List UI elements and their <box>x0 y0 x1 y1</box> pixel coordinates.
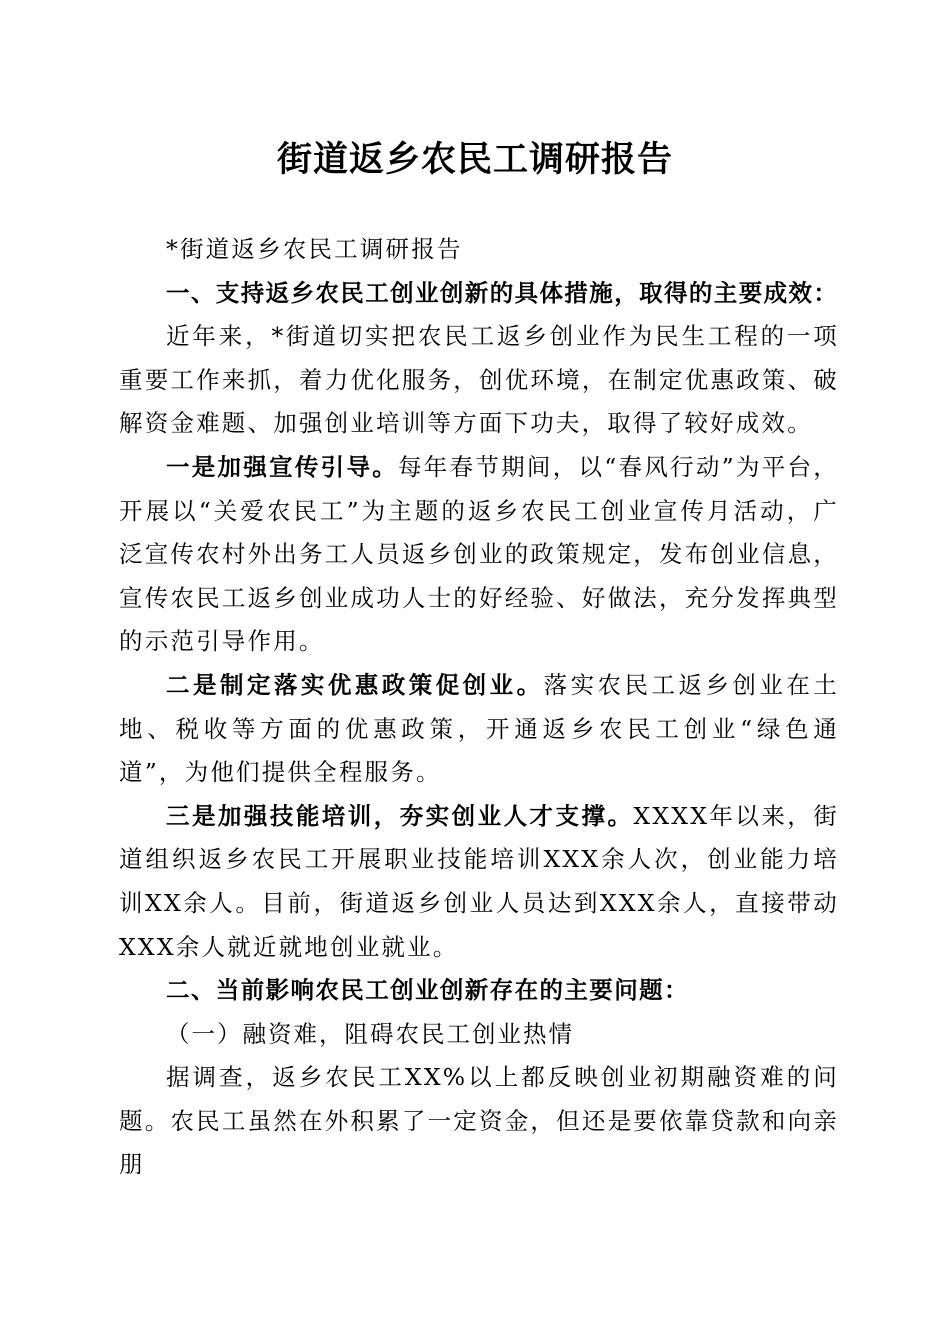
lead-phrase: 三是加强技能培训，夯实创业人才支撑。 <box>166 801 634 830</box>
paragraph-text: 每年春节期间，以“春风行动”为平台，开展以“关爱农民工”为主题的返乡农民工创业宣传月活动，广泛宣传农村外出务工人员返乡创业的政策规定，发布创业信息，宣传农民工返乡创业成功人士的好经验、好做法，充分发挥典型的示范引导作用。 <box>119 452 839 656</box>
body-paragraph-measure-2 <box>119 664 839 795</box>
paragraph-text: XXXX年以来，街道组织返乡农民工开展职业技能培训XXX余人次，创业能力培训XX余人。目前，街道返乡创业人员达到XXX余人，直接带动XXX余人就近就地创业就业。 <box>119 801 839 961</box>
lead-phrase: 二是制定落实优惠政策促创业。 <box>166 670 544 699</box>
body-paragraph-measure-3 <box>119 795 839 969</box>
document-title: 街道返乡农民工调研报告 <box>276 139 673 180</box>
paragraph-text: 落实农民工返乡创业在土地、税收等方面的优惠政策，开通返乡农民工创业“绿色通道”，为他们提供全程服务。 <box>119 670 839 787</box>
section-heading-2: 二、当前影响农民工创业创新存在的主要问题： <box>166 976 689 1005</box>
subsection-heading-1: （一）融资难，阻碍农民工创业热情 <box>166 1019 574 1048</box>
document-body <box>119 228 839 1187</box>
lead-phrase: 一是加强宣传引导。 <box>166 452 399 481</box>
body-paragraph-measure-1 <box>119 446 839 664</box>
body-paragraph-intro: 近年来，*街道切实把农民工返乡创业作为民生工程的一项重要工作来抓，着力优化服务，创优环境，在制定优惠政策、破解资金难题、加强创业培训等方面下功夫，取得了较好成效。 <box>119 322 839 438</box>
report-subtitle: *街道返乡农民工调研报告 <box>166 235 463 263</box>
body-paragraph-financing: 据调查，返乡农民工XX%以上都反映创业初期融资难的问题。农民工虽然在外积累了一定资金，但还是要依靠贷款和向亲朋 <box>119 1063 839 1179</box>
section-heading-1: 一、支持返乡农民工创业创新的具体措施，取得的主要成效： <box>166 278 839 307</box>
